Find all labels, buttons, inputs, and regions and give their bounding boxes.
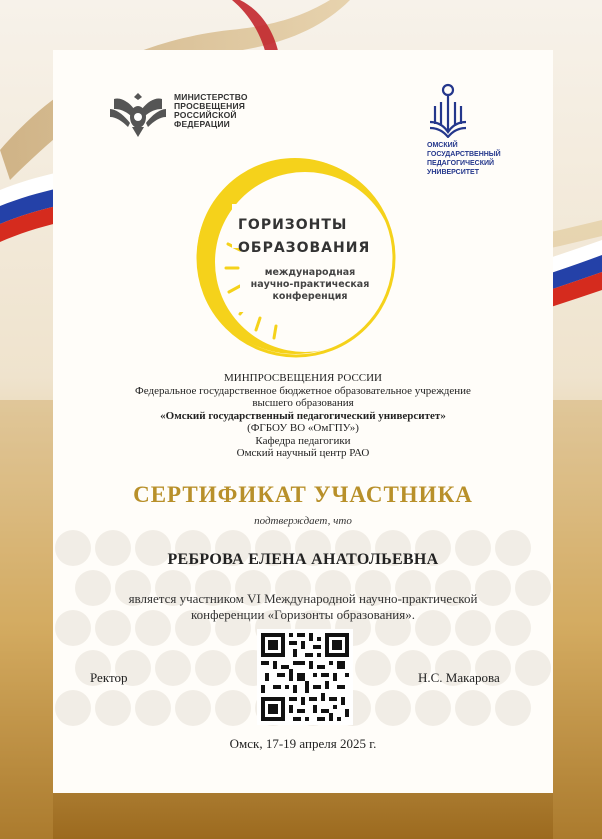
participation-text (53, 591, 553, 622)
org-university-name: «Омский государственный педагогический университет» (160, 409, 446, 422)
org-line: Омский научный центр РАО (236, 447, 370, 459)
university-line: УНИВЕРСИТЕТ (427, 169, 479, 176)
ministry-line: ФЕДЕРАЦИИ (174, 119, 230, 129)
conference-title-line: ГОРИЗОНТЫ (238, 217, 348, 233)
qr-code-icon (257, 629, 353, 725)
conference-subtitle-line: международная (264, 267, 356, 278)
signer-name: Н.С. Макарова (418, 670, 500, 685)
university-line: ГОСУДАРСТВЕННЫЙ (427, 151, 501, 158)
org-line: (ФГБОУ ВО «ОмГПУ») (247, 422, 359, 434)
confirms-text: подтверждает, что (254, 515, 352, 527)
conference-subtitle-line: конференция (272, 291, 348, 302)
ministry-line: МИНИСТЕРСТВО (174, 92, 248, 102)
recipient-name: РЕБРОВА ЕЛЕНА АНАТОЛЬЕВНА (167, 551, 439, 568)
ministry-name (174, 93, 248, 129)
conference-subtitle (240, 267, 380, 303)
org-line: Федеральное государственное бюджетное образовательное учреждение (135, 384, 471, 397)
org-line: высшего образования (252, 397, 354, 409)
conference-title (238, 214, 370, 260)
participation-line: конференции «Горизонты образования». (191, 606, 415, 622)
certificate-title: СЕРТИФИКАТ УЧАСТНИКА (133, 482, 473, 507)
ministry-line: РОССИЙСКОЙ (174, 110, 237, 120)
place-and-date: Омск, 17-19 апреля 2025 г. (229, 736, 377, 751)
organization-block (53, 372, 553, 460)
university-name (427, 141, 501, 177)
university-line: ОМСКИЙ (427, 142, 458, 149)
org-line: Кафедра педагогики (255, 434, 351, 447)
conference-title-line: ОБРАЗОВАНИЯ (238, 240, 371, 256)
signer-role: Ректор (90, 670, 128, 685)
qr-code (257, 629, 353, 725)
org-line: МИНПРОСВЕЩЕНИЯ РОССИИ (223, 372, 383, 384)
participation-line: является участником VI Международной научно-практической (128, 591, 478, 606)
university-logo-icon (428, 82, 468, 138)
ministry-line: ПРОСВЕЩЕНИЯ (174, 101, 246, 111)
conference-subtitle-line: научно-практическая (250, 279, 370, 290)
university-line: ПЕДАГОГИЧЕСКИЙ (427, 160, 495, 167)
ministry-emblem-icon (106, 87, 170, 139)
